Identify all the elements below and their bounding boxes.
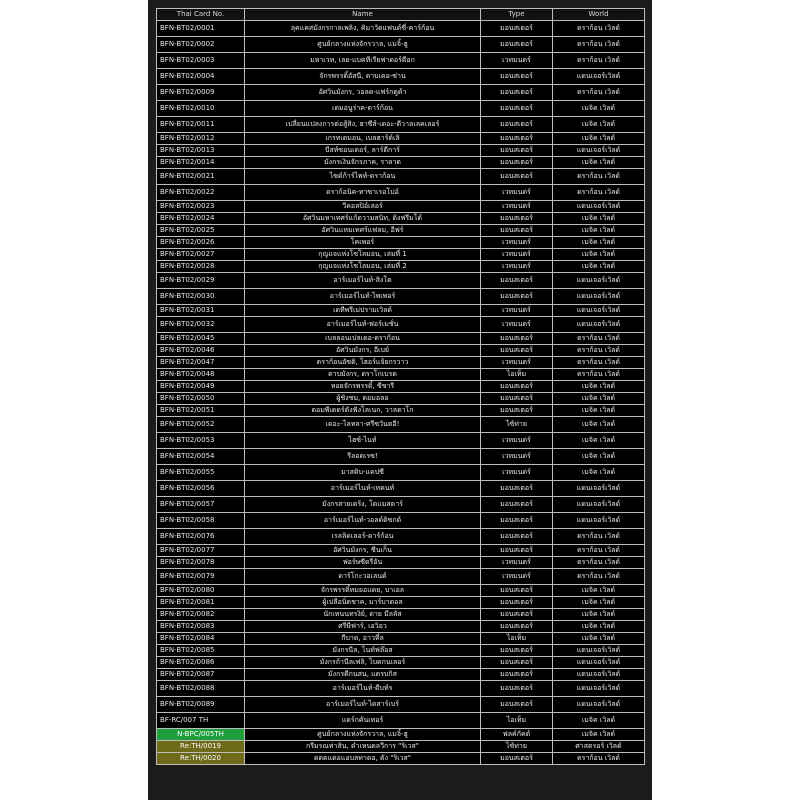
card-name-cell: อัศวินมังกร, ซีนเก็น: [245, 545, 481, 557]
table-row: [157, 741, 645, 753]
card-type-cell: มอนสเตอร์: [481, 157, 553, 169]
card-type-cell: มอนสเตอร์: [481, 529, 553, 545]
card-name-cell: อาร์เมอร์ไนท์-ดีบท์ร: [245, 681, 481, 697]
card-world-cell: เมจิค เวิลด์: [553, 621, 645, 633]
table-row: [157, 645, 645, 657]
table-row: [157, 69, 645, 85]
card-number-cell: BFN-BT02/0012: [157, 133, 245, 145]
card-number-cell: BFN-BT02/0089: [157, 697, 245, 713]
card-number-cell: BFN-BT02/0045: [157, 333, 245, 345]
card-name-cell: เบลลอนเปลเดอ-ดราก้อน: [245, 333, 481, 345]
card-number-cell: BFN-BT02/0010: [157, 101, 245, 117]
table-row: [157, 529, 645, 545]
card-type-cell: ไอเท็ม: [481, 633, 553, 645]
card-world-cell: ดราก้อน เวิลด์: [553, 85, 645, 101]
card-world-cell: เมจิค เวิลด์: [553, 237, 645, 249]
card-type-cell: มอนสเตอร์: [481, 381, 553, 393]
table-body: [157, 21, 645, 765]
table-row: [157, 545, 645, 557]
card-type-cell: เวทมนตร์: [481, 569, 553, 585]
card-number-cell: BFN-BT02/0055: [157, 465, 245, 481]
table-row: [157, 333, 645, 345]
card-number-cell: BFN-BT02/0078: [157, 557, 245, 569]
card-number-cell: BFN-BT02/0028: [157, 261, 245, 273]
table-row: [157, 449, 645, 465]
card-number-cell: BFN-BT02/0009: [157, 85, 245, 101]
table-row: [157, 169, 645, 185]
card-name-cell: อาร์เมอร์ไนท์-เทคนท์: [245, 481, 481, 497]
card-name-cell: อาร์เมอร์ไนท์-สิงโต: [245, 273, 481, 289]
card-name-cell: ฟอร์ษซีดรีอัน: [245, 557, 481, 569]
card-world-cell: เมจิค เวิลด์: [553, 633, 645, 645]
card-type-cell: มอนสเตอร์: [481, 497, 553, 513]
card-name-cell: มังกรนีล, ไนท์ฟล๊อส: [245, 645, 481, 657]
card-type-cell: ไซ้ท่าย: [481, 417, 553, 433]
card-number-cell: BFN-BT02/0046: [157, 345, 245, 357]
card-type-cell: มอนสเตอร์: [481, 133, 553, 145]
table-row: [157, 201, 645, 213]
table-row: [157, 117, 645, 133]
table-row: [157, 713, 645, 729]
card-world-cell: เมจิค เวิลด์: [553, 449, 645, 465]
card-world-cell: ดราก้อน เวิลด์: [553, 333, 645, 345]
table-row: [157, 433, 645, 449]
card-name-cell: มังกรถ้านีลเฟลิ, ไบดกนเลอร์: [245, 657, 481, 669]
card-number-cell: BFN-BT02/0002: [157, 37, 245, 53]
table-row: [157, 357, 645, 369]
table-row: [157, 101, 645, 117]
card-type-cell: เวทมนตร์: [481, 185, 553, 201]
table-row: [157, 417, 645, 433]
card-name-cell: เดอะ-ไลทลา-ศรีซวันตอี!: [245, 417, 481, 433]
table-row: [157, 345, 645, 357]
card-world-cell: เมจิค เวิลด์: [553, 609, 645, 621]
card-type-cell: ไอเท็ม: [481, 369, 553, 381]
card-type-cell: มอนสเตอร์: [481, 645, 553, 657]
card-world-cell: ดราก้อน เวิลด์: [553, 369, 645, 381]
card-number-cell: BFN-BT02/0004: [157, 69, 245, 85]
card-world-cell: ดราก้อน เวิลด์: [553, 185, 645, 201]
card-number-cell: BF-RC/007 TH: [157, 713, 245, 729]
card-name-cell: ไฮซ์-ไนท์: [245, 433, 481, 449]
card-name-cell: มหาเวท, เลย-แบคทีเรียฟาดอร์ดีอก: [245, 53, 481, 69]
card-name-cell: ดดดแดอแอบลทาดอ, ดัง "ริเวส": [245, 753, 481, 765]
card-world-cell: ดราก้อน เวิลด์: [553, 545, 645, 557]
card-name-cell: ลุคแคสมังกรกาลเพลิง, คิมาวัตแฟนด์ซี่-คาร์ก้อน: [245, 21, 481, 37]
card-world-cell: แดนเจอร์เวิลด์: [553, 305, 645, 317]
card-type-cell: มอนสเตอร์: [481, 169, 553, 185]
card-name-cell: ศรีษีฟาร์, เอวิอว: [245, 621, 481, 633]
card-name-cell: อัศวินมังกร, วอลด-แฟร์กดูด้า: [245, 85, 481, 101]
card-type-cell: เวทมนตร์: [481, 261, 553, 273]
card-world-cell: ดราก้อน เวิลด์: [553, 357, 645, 369]
card-world-cell: แดนเจอร์เวิลด์: [553, 273, 645, 289]
card-world-cell: ดราก้อน เวิลด์: [553, 529, 645, 545]
card-type-cell: มอนสเตอร์: [481, 513, 553, 529]
table-row: [157, 21, 645, 37]
card-number-cell: BFN-BT02/0031: [157, 305, 245, 317]
card-number-cell: BFN-BT02/0082: [157, 609, 245, 621]
card-world-cell: เมจิค เวิลด์: [553, 101, 645, 117]
card-name-cell: กรีมรณท่าสิน, ดำเหนดลวีการ "ริเวส": [245, 741, 481, 753]
card-number-cell: BFN-BT02/0087: [157, 669, 245, 681]
card-type-cell: เวทมนตร์: [481, 317, 553, 333]
table-row: [157, 381, 645, 393]
table-row: [157, 465, 645, 481]
card-type-cell: มอนสเตอร์: [481, 213, 553, 225]
card-type-cell: มอนสเตอร์: [481, 101, 553, 117]
card-name-cell: ผู้ชิงชม, ดอมอลอ: [245, 393, 481, 405]
table-row: [157, 569, 645, 585]
card-number-cell: BFN-BT02/0054: [157, 449, 245, 465]
card-world-cell: เมจิค เวิลด์: [553, 729, 645, 741]
card-number-cell: BFN-BT02/0013: [157, 145, 245, 157]
table-row: [157, 669, 645, 681]
table-row: [157, 657, 645, 669]
card-world-cell: แดนเจอร์เวิลด์: [553, 697, 645, 713]
card-number-cell: BFN-BT02/0057: [157, 497, 245, 513]
table-row: [157, 133, 645, 145]
card-number-cell: BFN-BT02/0025: [157, 225, 245, 237]
card-type-cell: มอนสเตอร์: [481, 585, 553, 597]
table-row: [157, 597, 645, 609]
card-name-cell: เรลลิดเลอร์-ดาร์ก้อน: [245, 529, 481, 545]
card-name-cell: กีบาด, อาวที่ล: [245, 633, 481, 645]
card-world-cell: เมจิค เวิลด์: [553, 597, 645, 609]
card-number-cell: Re:TH/0020: [157, 753, 245, 765]
card-world-cell: แดนเจอร์เวิลด์: [553, 289, 645, 305]
card-world-cell: ดราก้อน เวิลด์: [553, 21, 645, 37]
card-type-cell: มอนสเตอร์: [481, 21, 553, 37]
card-type-cell: เวทมนตร์: [481, 53, 553, 69]
card-world-cell: เมจิค เวิลด์: [553, 433, 645, 449]
card-number-cell: BFN-BT02/0058: [157, 513, 245, 529]
table-row: [157, 317, 645, 333]
table-row: [157, 237, 645, 249]
card-type-cell: มอนสเตอร์: [481, 69, 553, 85]
card-number-cell: BFN-BT02/0049: [157, 381, 245, 393]
table-row: [157, 729, 645, 741]
card-world-cell: ศาสตรอร์ เวิลด์: [553, 741, 645, 753]
card-number-cell: BFN-BT02/0088: [157, 681, 245, 697]
card-type-cell: เวทมนตร์: [481, 357, 553, 369]
card-world-cell: แดนเจอร์เวิลด์: [553, 201, 645, 213]
table-row: [157, 185, 645, 201]
card-type-cell: มอนสเตอร์: [481, 681, 553, 697]
table-row: [157, 273, 645, 289]
card-name-cell: มังกรสายเตร้ง, โดแมสดาร์: [245, 497, 481, 513]
card-name-cell: ศูนย์กลางแห่งจักรวาล, แมจิ้-ฮู: [245, 37, 481, 53]
table-row: [157, 497, 645, 513]
card-number-cell: BFN-BT02/0086: [157, 657, 245, 669]
card-type-cell: ไซ้ท่าย: [481, 741, 553, 753]
card-world-cell: เมจิค เวิลด์: [553, 585, 645, 597]
card-world-cell: แดนเจอร์เวิลด์: [553, 513, 645, 529]
card-name-cell: วีคอลปิอ์เลอร์: [245, 201, 481, 213]
card-type-cell: มอนสเตอร์: [481, 621, 553, 633]
table-row: [157, 585, 645, 597]
card-world-cell: ดราก้อน เวิลด์: [553, 345, 645, 357]
card-type-cell: มอนสเตอร์: [481, 609, 553, 621]
card-world-cell: แดนเจอร์เวิลด์: [553, 481, 645, 497]
card-type-cell: เวทมนตร์: [481, 449, 553, 465]
card-name-cell: อาร์เมอร์ไนท์-ฟอร์เมชั่น: [245, 317, 481, 333]
card-name-cell: เกรทเดมอน, เบลฮาร์ด์เลิ: [245, 133, 481, 145]
card-world-cell: เมจิค เวิลด์: [553, 249, 645, 261]
card-number-cell: BFN-BT02/0050: [157, 393, 245, 405]
card-type-cell: เวทมนตร์: [481, 305, 553, 317]
card-type-cell: เวทมนตร์: [481, 237, 553, 249]
card-number-cell: BFN-BT02/0011: [157, 117, 245, 133]
card-name-cell: มาสดิบ-แคปซี: [245, 465, 481, 481]
card-number-cell: BFN-BT02/0047: [157, 357, 245, 369]
card-type-cell: มอนสเตอร์: [481, 753, 553, 765]
card-number-cell: BFN-BT02/0076: [157, 529, 245, 545]
card-name-cell: อัศวินมังกร, อีเบย์: [245, 345, 481, 357]
card-world-cell: เมจิค เวิลด์: [553, 393, 645, 405]
table-row: [157, 85, 645, 101]
card-type-cell: มอนสเตอร์: [481, 481, 553, 497]
table-row: [157, 633, 645, 645]
card-world-cell: ดราก้อน เวิลด์: [553, 569, 645, 585]
card-name-cell: มังกรดีกนสน, แดรบกิส: [245, 669, 481, 681]
column-header-type: Type: [481, 9, 553, 21]
card-world-cell: แดนเจอร์เวิลด์: [553, 69, 645, 85]
card-name-cell: ผู้เปลือนิ่ดชาค, มาร์บาดอล: [245, 597, 481, 609]
card-number-cell: BFN-BT02/0027: [157, 249, 245, 261]
table-row: [157, 621, 645, 633]
card-name-cell: มังกรเงินจักรภาค, ราลาด: [245, 157, 481, 169]
table-row: [157, 53, 645, 69]
card-name-cell: โคเพอร์: [245, 237, 481, 249]
card-world-cell: ดราก้อน เวิลด์: [553, 37, 645, 53]
card-world-cell: เมจิค เวิลด์: [553, 381, 645, 393]
card-type-cell: มอนสเตอร์: [481, 117, 553, 133]
card-number-cell: BFN-BT02/0023: [157, 201, 245, 213]
card-world-cell: แดนเจอร์เวิลด์: [553, 145, 645, 157]
card-name-cell: ศูนย์กลางแห่งจักรวาล, แมจิ้-ฮู: [245, 729, 481, 741]
table-row: [157, 369, 645, 381]
card-number-cell: BFN-BT02/0026: [157, 237, 245, 249]
card-world-cell: เมจิค เวิลด์: [553, 465, 645, 481]
card-number-cell: BFN-BT02/0021: [157, 169, 245, 185]
card-number-cell: BFN-BT02/0048: [157, 369, 245, 381]
card-name-cell: จักรพรรดิ์อัสนี, ดาบเดอ-ซ่าน: [245, 69, 481, 85]
card-name-cell: เปลี่ยนแปลงการต่อสู้สิง, ฮาซีส์-เดอะ-ดีวาลเลคเลอร์: [245, 117, 481, 133]
card-number-cell: BFN-BT02/0030: [157, 289, 245, 305]
card-name-cell: ดาร์โกะวอเลนต์: [245, 569, 481, 585]
card-world-cell: ดราก้อน เวิลด์: [553, 557, 645, 569]
card-type-cell: มอนสเตอร์: [481, 289, 553, 305]
card-name-cell: อัศวินมหาเทศร์แก้ดวามสนิท, ดิงฟรีมโด้: [245, 213, 481, 225]
card-name-cell: ดราก้อนอัซติ, ไฮอร์แจ้ยกรวาว: [245, 357, 481, 369]
card-world-cell: ดราก้อน เวิลด์: [553, 53, 645, 69]
card-name-cell: ดราก้อนิค-ทาซาเรอโปอ์: [245, 185, 481, 201]
card-type-cell: มอนสเตอร์: [481, 657, 553, 669]
card-name-cell: นักเทนนทรงิย์, ดาย มีลลัส: [245, 609, 481, 621]
card-number-cell: BFN-BT02/0014: [157, 157, 245, 169]
column-header-name: Name: [245, 9, 481, 21]
card-type-cell: มอนสเตอร์: [481, 405, 553, 417]
table-header-row: [157, 9, 645, 21]
card-type-cell: มอนสเตอร์: [481, 697, 553, 713]
card-type-cell: มอนสเตอร์: [481, 345, 553, 357]
card-type-cell: เวทมนตร์: [481, 557, 553, 569]
card-number-cell: BFN-BT02/0077: [157, 545, 245, 557]
card-number-cell: BFN-BT02/0056: [157, 481, 245, 497]
card-world-cell: เมจิค เวิลด์: [553, 117, 645, 133]
card-type-cell: ฟลค์กัคต์: [481, 729, 553, 741]
card-name-cell: อาร์เมอร์ไนท์-ไดสาร์เบร์: [245, 697, 481, 713]
card-number-cell: BFN-BT02/0024: [157, 213, 245, 225]
card-number-cell: BFN-BT02/0053: [157, 433, 245, 449]
table-row: [157, 261, 645, 273]
card-type-cell: มอนสเตอร์: [481, 393, 553, 405]
table-row: [157, 681, 645, 697]
card-number-cell: BFN-BT02/0001: [157, 21, 245, 37]
card-type-cell: มอนสเตอร์: [481, 85, 553, 101]
card-number-cell: BFN-BT02/0051: [157, 405, 245, 417]
table-row: [157, 557, 645, 569]
table-row: [157, 157, 645, 169]
card-world-cell: แดนเจอร์เวิลด์: [553, 317, 645, 333]
card-number-cell: BFN-BT02/0052: [157, 417, 245, 433]
card-list-sheet: [148, 0, 652, 800]
card-name-cell: กุญแจแห่งโซโลมอน, เล่มที่ 2: [245, 261, 481, 273]
table-row: [157, 609, 645, 621]
card-name-cell: กุญแจแห่งโซโลมอน, เล่มที่ 1: [245, 249, 481, 261]
card-name-cell: รีลอดเรซ!: [245, 449, 481, 465]
card-world-cell: เมจิค เวิลด์: [553, 213, 645, 225]
card-world-cell: เมจิค เวิลด์: [553, 417, 645, 433]
card-world-cell: ดราก้อน เวิลด์: [553, 169, 645, 185]
card-number-cell: Re:TH/0019: [157, 741, 245, 753]
card-type-cell: เวทมนตร์: [481, 201, 553, 213]
card-world-cell: แดนเจอร์เวิลด์: [553, 669, 645, 681]
card-number-cell: BFN-BT02/0085: [157, 645, 245, 657]
card-number-cell: BFN-BT02/0022: [157, 185, 245, 201]
card-world-cell: แดนเจอร์เวิลด์: [553, 645, 645, 657]
table-row: [157, 37, 645, 53]
card-name-cell: ดาบมังกร, ดราโกเบรด: [245, 369, 481, 381]
table-row: [157, 213, 645, 225]
column-header-world: World: [553, 9, 645, 21]
card-number-cell: BFN-BT02/0079: [157, 569, 245, 585]
card-world-cell: เมจิค เวิลด์: [553, 405, 645, 417]
table-row: [157, 393, 645, 405]
card-type-cell: เวทมนตร์: [481, 249, 553, 261]
card-name-cell: ดอมพีเดดร์ดังฟังโลเนก, วาลดาโก: [245, 405, 481, 417]
card-type-cell: มอนสเตอร์: [481, 545, 553, 557]
card-number-cell: BFN-BT02/0029: [157, 273, 245, 289]
card-type-cell: เวทมนตร์: [481, 465, 553, 481]
card-world-cell: แดนเจอร์เวิลด์: [553, 497, 645, 513]
card-world-cell: เมจิค เวิลด์: [553, 133, 645, 145]
card-world-cell: แดนเจอร์เวิลด์: [553, 681, 645, 697]
card-number-cell: N-BPC/005TH: [157, 729, 245, 741]
card-number-cell: BFN-BT02/0084: [157, 633, 245, 645]
card-name-cell: ไซด์ก้าร์ไพท์-ดราก้อน: [245, 169, 481, 185]
table-row: [157, 225, 645, 237]
card-name-cell: อัศวินแหมเทศร์แฟลม, อีฟร์: [245, 225, 481, 237]
card-number-cell: BFN-BT02/0080: [157, 585, 245, 597]
card-world-cell: เมจิค เวิลด์: [553, 713, 645, 729]
table-row: [157, 289, 645, 305]
column-header-card-no: Thai Card No.: [157, 9, 245, 21]
card-name-cell: บีสท์ซอนเดอร์, ลาร์ดีการ์: [245, 145, 481, 157]
card-name-cell: หอยจักรพรรดิ์, ซีชารี: [245, 381, 481, 393]
card-name-cell: เดทีพรีเม่ปรามเวิลด์: [245, 305, 481, 317]
table-row: [157, 481, 645, 497]
card-world-cell: ดราก้อน เวิลด์: [553, 753, 645, 765]
card-number-cell: BFN-BT02/0032: [157, 317, 245, 333]
card-type-cell: มอนสเตอร์: [481, 669, 553, 681]
card-type-cell: มอนสเตอร์: [481, 225, 553, 237]
card-world-cell: เมจิค เวิลด์: [553, 157, 645, 169]
card-name-cell: เดมอนูร่าค-ดาร์ก้อน: [245, 101, 481, 117]
table-row: [157, 305, 645, 317]
card-type-cell: มอนสเตอร์: [481, 37, 553, 53]
table-row: [157, 753, 645, 765]
table-row: [157, 513, 645, 529]
card-table: [156, 8, 645, 765]
table-row: [157, 249, 645, 261]
card-number-cell: BFN-BT02/0083: [157, 621, 245, 633]
card-type-cell: เวทมนตร์: [481, 433, 553, 449]
card-type-cell: มอนสเตอร์: [481, 145, 553, 157]
card-name-cell: อาร์เมอร์ไนท์-ไพเพอร์: [245, 289, 481, 305]
card-type-cell: ไอเท็ม: [481, 713, 553, 729]
card-world-cell: แดนเจอร์เวิลด์: [553, 657, 645, 669]
card-name-cell: จักรพรรดิ์ทมยอแดย, บาเอล: [245, 585, 481, 597]
card-world-cell: เมจิค เวิลด์: [553, 261, 645, 273]
card-number-cell: BFN-BT02/0081: [157, 597, 245, 609]
card-world-cell: เมจิค เวิลด์: [553, 225, 645, 237]
card-type-cell: มอนสเตอร์: [481, 333, 553, 345]
card-type-cell: มอนสเตอร์: [481, 273, 553, 289]
card-number-cell: BFN-BT02/0003: [157, 53, 245, 69]
table-row: [157, 405, 645, 417]
table-row: [157, 145, 645, 157]
card-type-cell: มอนสเตอร์: [481, 597, 553, 609]
card-name-cell: อาร์เมอร์ไนท์-วอลด์ดิซกด์: [245, 513, 481, 529]
table-row: [157, 697, 645, 713]
card-name-cell: แดร์กคันเทอร์: [245, 713, 481, 729]
